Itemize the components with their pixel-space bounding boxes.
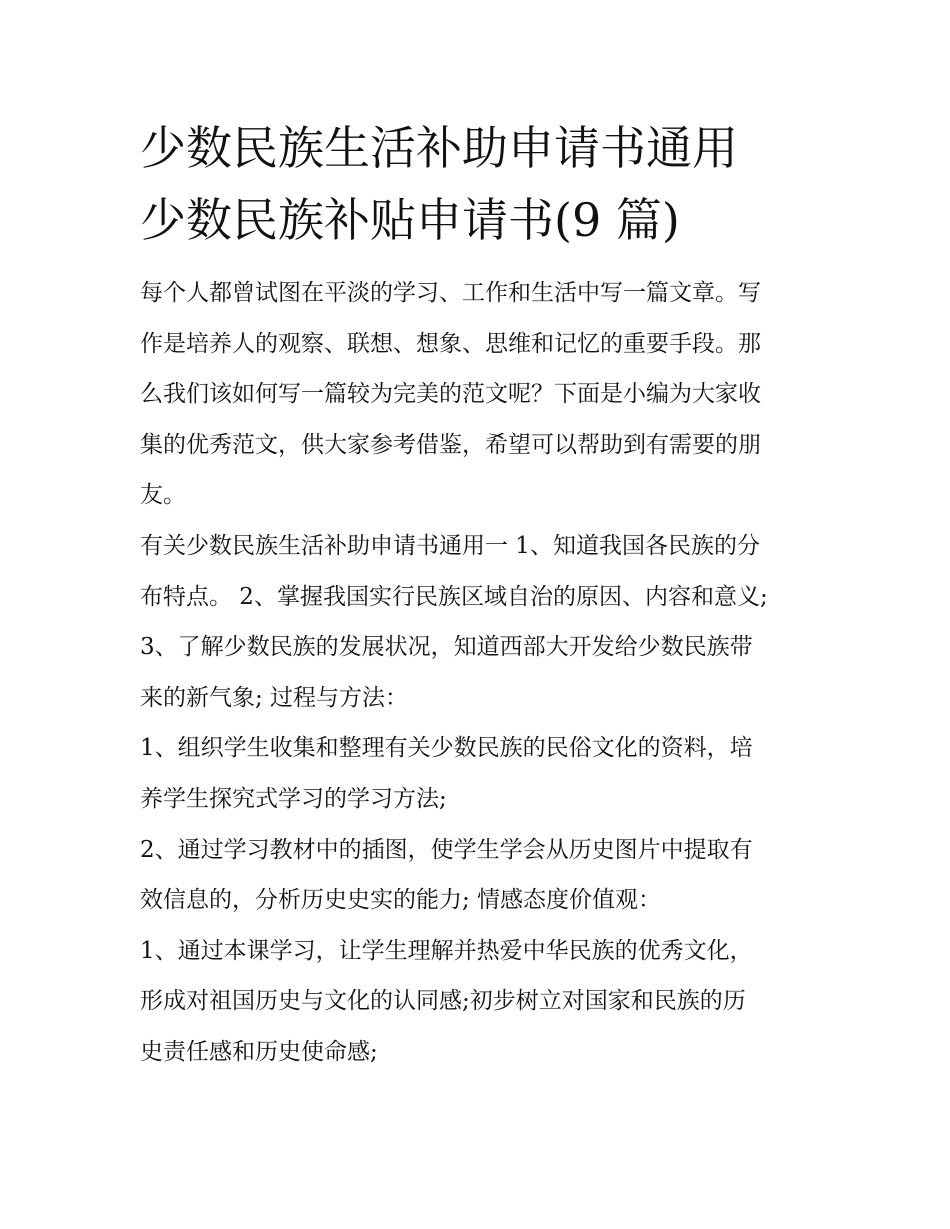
document-title [140,112,820,256]
paragraph-method-2 [140,825,820,926]
paragraph-objectives [140,521,820,723]
text-line: 集的优秀范文，供大家参考借鉴，希望可以帮助到有需要的朋 [140,431,761,458]
text-line: 友。 [140,482,186,509]
text-line: 1、通过本课学习，让学生理解并热爱中华民族的优秀文化， [140,937,753,964]
text-line: 养学生探究式学习的学习方法; [140,785,447,812]
text-line: 史责任感和历史使命感; [140,1038,378,1065]
document-body [140,268,820,1078]
paragraph-method-1 [140,723,820,824]
text-line: 每个人都曾试图在平淡的学习、工作和生活中写一篇文章。写 [140,280,761,306]
text-line: 布特点。 2、掌握我国实行民族区域自治的原因、内容和意义; [140,583,768,610]
paragraph-intro [140,268,820,521]
text-line: 作是培养人的观察、联想、想象、思维和记忆的重要手段。那 [140,330,761,357]
text-line: 1、组织学生收集和整理有关少数民族的民俗文化的资料，培 [140,735,753,762]
text-line: 效信息的，分析历史史实的能力; 情感态度价值观： [140,887,662,914]
text-line: 有关少数民族生活补助申请书通用一 1、知道我国各民族的分 [140,532,760,559]
title-line-1: 少数民族生活补助申请书通用 [140,121,738,175]
title-line-2: 少数民族补贴申请书(9 篇) [140,193,680,247]
text-line: 2、通过学习教材中的插图，使学生学会从历史图片中提取有 [140,836,753,863]
document-page [140,112,820,1078]
paragraph-values-1 [140,926,820,1078]
text-line: 么我们该如何写一篇较为完美的范文呢？下面是小编为大家收 [140,381,761,408]
text-line: 3、了解少数民族的发展状况，知道西部大开发给少数民族带 [140,634,753,661]
text-line: 来的新气象; 过程与方法： [140,684,409,711]
text-line: 形成对祖国历史与文化的认同感;初步树立对国家和民族的历 [140,988,746,1015]
